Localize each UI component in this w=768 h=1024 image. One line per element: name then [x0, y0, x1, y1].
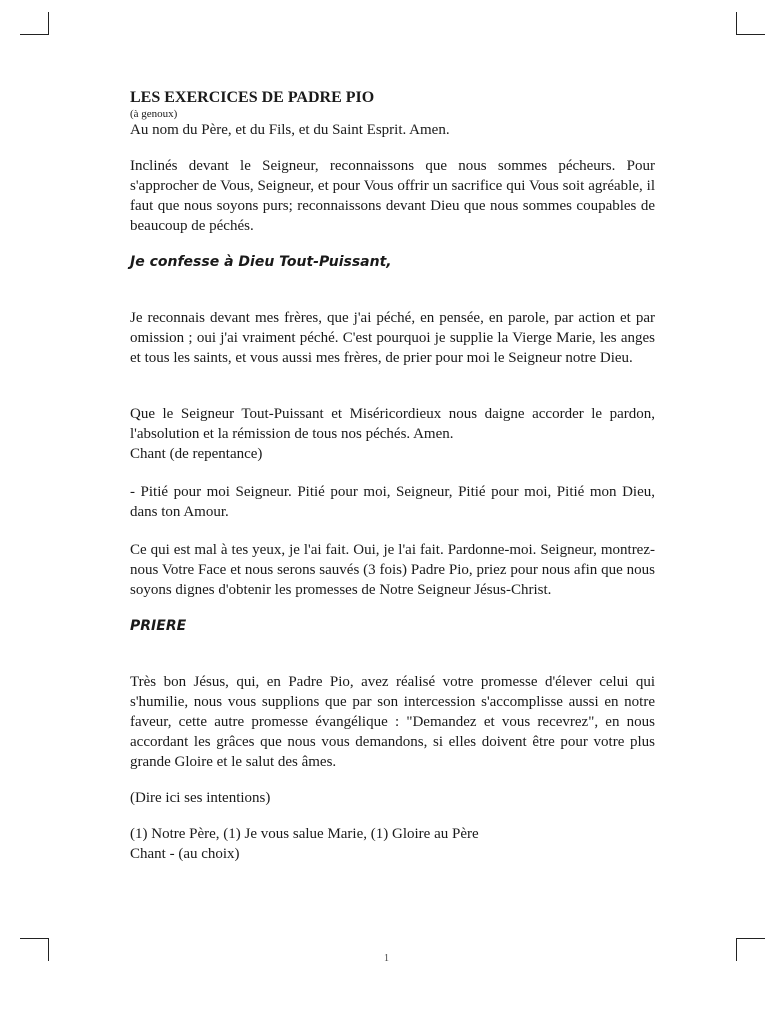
paragraph-intro: Inclinés devant le Seigneur, reconnaissons que nous sommes pécheurs. Pour s'approcher de Vous, Seigneur, et pour Vous offrir un sacrifice qui Vous soit agréable, il faut que nous soyons purs; reconnaissons devant Dieu que nous sommes coupables de beaucoup de péchés. — [130, 158, 655, 234]
heading-priere: PRIERE — [130, 618, 187, 634]
paragraph-chant-repentance: Chant (de repentance) — [130, 446, 263, 462]
paragraph-priere: Très bon Jésus, qui, en Padre Pio, avez réalisé votre promesse d'élever celui qui s'humilie, nous vous supplions que par son intercession s'accomplisse aussi en notre faveur, cette autre promesse évangélique : "Demandez et vous recevrez", en nous accordant les grâces que nous vous demandons, si elles doivent être pour votre plus grande Gloire et le salut des âmes. — [130, 674, 655, 770]
crop-mark-top-right — [736, 12, 765, 35]
paragraph-pardon: Ce qui est mal à tes yeux, je l'ai fait. Oui, je l'ai fait. Pardonne-moi. Seigneur, montrez-nous Votre Face et nous serons sauvés (3 fois) Padre Pio, priez pour nous afin que nous soyons dignes d'obtenir les promesses de Notre Seigneur Jésus-Christ. — [130, 542, 655, 598]
page-subtitle: (à genoux) — [130, 108, 178, 120]
crop-mark-bottom-right — [736, 938, 765, 961]
paragraph-confiteor: Je reconnais devant mes frères, que j'ai péché, en pensée, en parole, par action et par omission ; oui j'ai vraiment péché. C'est pourquoi je supplie la Vierge Marie, les anges et tous les saints, et vous aussi mes frères, de prier pour moi le Seigneur notre Dieu. — [130, 310, 655, 366]
page-number: 1 — [384, 953, 389, 964]
paragraph-prayers: (1) Notre Père, (1) Je vous salue Marie, (1) Gloire au Père — [130, 826, 479, 842]
page-title: LES EXERCICES DE PADRE PIO — [130, 89, 375, 106]
crop-mark-top-left — [20, 12, 49, 35]
paragraph-invocation: Au nom du Père, et du Fils, et du Saint Esprit. Amen. — [130, 122, 450, 138]
paragraph-pitie: - Pitié pour moi Seigneur. Pitié pour moi, Seigneur, Pitié pour moi, Pitié mon Dieu, dans ton Amour. — [130, 484, 655, 520]
paragraph-intentions: (Dire ici ses intentions) — [130, 790, 271, 806]
page-content — [130, 88, 655, 864]
crop-mark-bottom-left — [20, 938, 49, 961]
paragraph-chant-choix: Chant - (au choix) — [130, 846, 240, 862]
heading-confesse: Je confesse à Dieu Tout-Puissant, — [130, 254, 392, 270]
paragraph-absolution: Que le Seigneur Tout-Puissant et Miséricordieux nous daigne accorder le pardon, l'absolution et la rémission de tous nos péchés. Amen. — [130, 406, 655, 442]
